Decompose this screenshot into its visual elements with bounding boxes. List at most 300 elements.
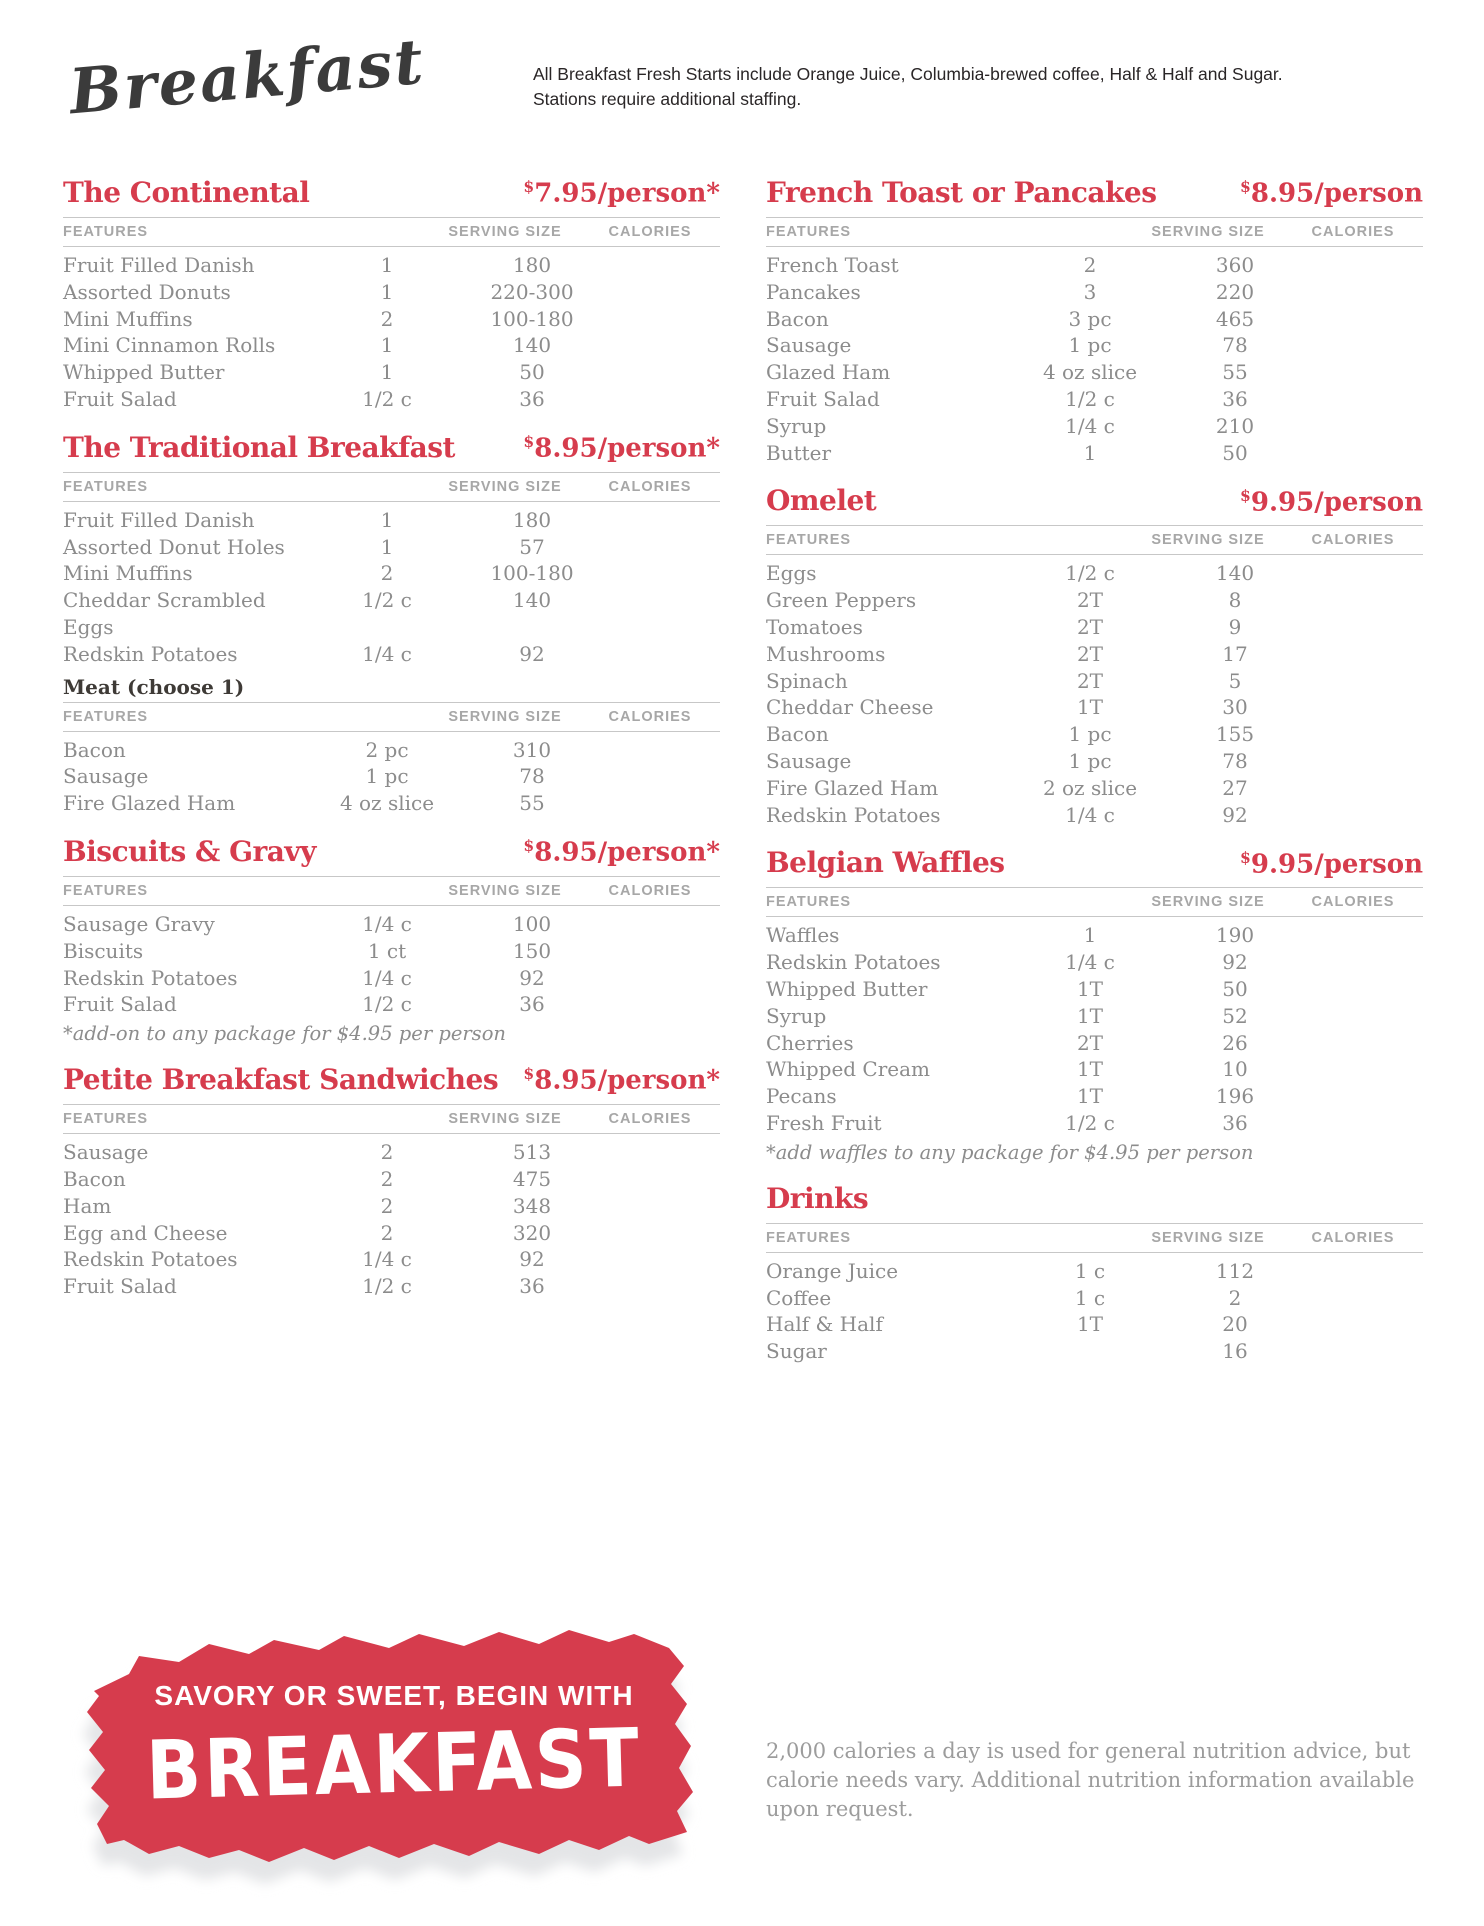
feature-name: Sausage xyxy=(63,1140,149,1165)
table-row xyxy=(766,1030,1423,1057)
serving-size: 2T xyxy=(1076,1030,1104,1055)
table-row xyxy=(766,440,1423,467)
column-header-serving-size: SERVING SIZE xyxy=(448,708,562,725)
serving-size: 1/2 c xyxy=(362,588,412,613)
table-row xyxy=(63,965,720,992)
serving-size: 2 oz slice xyxy=(1042,775,1138,800)
serving-size: 1T xyxy=(1076,1003,1104,1028)
table-row xyxy=(63,1193,720,1220)
column-header-serving-size: SERVING SIZE xyxy=(448,224,562,240)
calories: 190 xyxy=(1215,923,1255,948)
calories: 55 xyxy=(519,791,545,816)
serving-size: 1/4 c xyxy=(362,965,412,990)
column-header-calories: CALORIES xyxy=(1311,894,1395,911)
table-row xyxy=(766,587,1423,614)
price-dollar-sign: $ xyxy=(523,432,535,452)
table-row xyxy=(766,1056,1423,1083)
calories: 50 xyxy=(519,360,545,385)
serving-size: 1 xyxy=(1083,923,1097,948)
table-header-row xyxy=(766,887,1423,917)
calories: 475 xyxy=(512,1166,552,1191)
table-header-row xyxy=(766,525,1423,555)
serving-size: 1 xyxy=(380,333,394,358)
calories: 36 xyxy=(519,1274,545,1299)
table-row xyxy=(63,641,720,668)
banner-tagline: SAVORY OR SWEET, BEGIN WITH xyxy=(154,1679,634,1711)
serving-size: 1 xyxy=(380,253,394,277)
right-column xyxy=(766,176,1423,1926)
table-row xyxy=(63,560,720,587)
calories: 78 xyxy=(519,764,545,789)
nutrition-disclaimer: 2,000 calories a day is used for general nutrition advice, but calorie needs vary. Additional nutrition information available upon request. xyxy=(766,1738,1415,1821)
calories: 78 xyxy=(1222,748,1248,773)
table-row xyxy=(766,359,1423,386)
menu-section xyxy=(766,176,1423,466)
serving-size: 1/4 c xyxy=(362,911,412,936)
column-header-serving-size: SERVING SIZE xyxy=(448,478,562,495)
feature-name: Coffee xyxy=(766,1285,832,1310)
table-row xyxy=(766,976,1423,1003)
table-row xyxy=(766,1083,1423,1110)
serving-size: 1/2 c xyxy=(1065,1110,1115,1135)
calories: 220-300 xyxy=(490,279,574,304)
menu-section xyxy=(63,835,720,1045)
feature-name: Fire Glazed Ham xyxy=(766,775,939,800)
serving-size: 1/4 c xyxy=(1065,950,1115,975)
table-header-row xyxy=(63,1104,720,1134)
table-row xyxy=(766,802,1423,829)
calories: 92 xyxy=(519,1247,545,1272)
table-row xyxy=(63,790,720,817)
feature-name: Sausage xyxy=(766,748,852,773)
serving-size: 3 pc xyxy=(1068,306,1112,331)
feature-name: Cheddar Cheese xyxy=(766,695,934,720)
table-row xyxy=(63,1273,720,1300)
column-header-features: FEATURES xyxy=(766,224,852,240)
feature-name: Fire Glazed Ham xyxy=(63,791,236,816)
calories: 100-180 xyxy=(490,306,574,331)
section-title: Biscuits & Gravy xyxy=(63,834,316,868)
left-column-sections xyxy=(63,176,720,1300)
table-row xyxy=(63,587,720,641)
serving-size: 1/4 c xyxy=(362,641,412,666)
feature-name: Fruit Salad xyxy=(63,1274,177,1299)
section-price: $9.95/person xyxy=(1240,485,1423,518)
column-header-serving-size: SERVING SIZE xyxy=(1151,1229,1265,1246)
serving-size: 1/4 c xyxy=(362,1247,412,1272)
table-row xyxy=(63,386,720,413)
feature-name: Sugar xyxy=(766,1339,827,1364)
calories: 27 xyxy=(1222,775,1248,800)
table-rows xyxy=(63,252,720,413)
serving-size: 2 xyxy=(380,1193,394,1218)
column-header-calories: CALORIES xyxy=(608,708,692,725)
serving-size xyxy=(1015,1338,1165,1365)
section-title: Drinks xyxy=(766,1181,869,1215)
feature-name: Orange Juice xyxy=(766,1258,899,1283)
menu-section xyxy=(63,176,720,413)
calories: 9 xyxy=(1228,614,1242,639)
feature-name: Mini Muffins xyxy=(63,306,193,331)
table-row xyxy=(63,1220,720,1247)
column-header-calories: CALORIES xyxy=(608,478,692,495)
column-header-calories: CALORIES xyxy=(1311,532,1395,549)
calories: 140 xyxy=(512,333,552,358)
calories: 16 xyxy=(1222,1339,1248,1364)
serving-size: 2 xyxy=(380,306,394,331)
serving-size: 2 xyxy=(380,561,394,586)
menu-section xyxy=(63,1063,720,1300)
section-subheading: Meat (choose 1) xyxy=(63,674,245,699)
serving-size: 2T xyxy=(1076,588,1104,613)
menu-section xyxy=(63,431,720,817)
page-header xyxy=(63,24,1420,162)
table-row xyxy=(766,1258,1423,1285)
serving-size: 2T xyxy=(1076,641,1104,666)
feature-name: Fruit Filled Danish xyxy=(63,507,255,532)
table-row xyxy=(63,991,720,1018)
column-header-serving-size: SERVING SIZE xyxy=(1151,532,1265,549)
column-header-calories: CALORIES xyxy=(608,224,692,240)
table-row xyxy=(766,641,1423,668)
table-header-row xyxy=(63,472,720,502)
column-header-features: FEATURES xyxy=(63,224,149,240)
price-dollar-sign: $ xyxy=(1240,177,1251,197)
calories: 140 xyxy=(512,588,552,613)
section-header-row xyxy=(63,431,720,464)
intro-line-2: Stations require additional staffing. xyxy=(533,89,802,109)
calories: 52 xyxy=(1222,1003,1248,1028)
section-title: Petite Breakfast Sandwiches xyxy=(63,1063,499,1097)
serving-size: 1/2 c xyxy=(362,992,412,1017)
table-row xyxy=(766,614,1423,641)
calories: 150 xyxy=(512,938,552,963)
table-row xyxy=(63,306,720,333)
feature-name: Fruit Salad xyxy=(63,386,177,411)
serving-size: 1/2 c xyxy=(1065,561,1115,586)
calories: 360 xyxy=(1215,253,1255,277)
table-row xyxy=(766,252,1423,279)
feature-name: Mini Muffins xyxy=(63,561,193,586)
calories: 180 xyxy=(512,253,552,277)
column-header-features: FEATURES xyxy=(63,882,149,899)
calories: 55 xyxy=(1222,360,1248,385)
calories: 112 xyxy=(1215,1258,1255,1283)
calories: 180 xyxy=(512,507,552,532)
calories: 50 xyxy=(1222,440,1248,465)
calories: 155 xyxy=(1215,722,1255,747)
left-column xyxy=(63,176,720,1926)
calories: 36 xyxy=(1222,386,1248,411)
feature-name: Sausage Gravy xyxy=(63,911,215,936)
section-title: Belgian Waffles xyxy=(766,846,1005,880)
feature-name: Bacon xyxy=(766,722,829,747)
table-header-row xyxy=(63,876,720,906)
serving-size: 2 xyxy=(380,1220,394,1245)
section-title: The Continental xyxy=(63,176,310,209)
table-row xyxy=(63,737,720,764)
serving-size: 1 pc xyxy=(1068,333,1112,358)
calories: 78 xyxy=(1222,333,1248,358)
menu-section xyxy=(766,846,1423,1163)
feature-name: Syrup xyxy=(766,1003,827,1028)
price-dollar-sign: $ xyxy=(523,177,535,197)
calories: 310 xyxy=(512,737,552,762)
calories: 320 xyxy=(512,1220,552,1245)
serving-size: 1 c xyxy=(1074,1258,1106,1283)
menu-section xyxy=(766,1182,1423,1365)
column-header-calories: CALORIES xyxy=(608,1111,692,1128)
serving-size: 1 xyxy=(1083,440,1097,465)
table-row xyxy=(63,1166,720,1193)
breakfast-script-logo: Breakfast xyxy=(66,24,428,129)
table-row xyxy=(63,1246,720,1273)
calories: 20 xyxy=(1222,1312,1248,1337)
table-row xyxy=(766,668,1423,695)
table-row xyxy=(766,748,1423,775)
price-dollar-sign: $ xyxy=(523,836,535,856)
table-row xyxy=(766,694,1423,721)
calories: 92 xyxy=(1222,950,1248,975)
serving-size: 1 xyxy=(380,360,394,385)
table-row xyxy=(766,1338,1423,1365)
feature-name: Ham xyxy=(63,1193,112,1218)
feature-name: Fruit Salad xyxy=(766,386,880,411)
table-header-row xyxy=(63,702,720,732)
serving-size: 4 oz slice xyxy=(339,791,435,816)
serving-size: 1 c xyxy=(1074,1285,1106,1310)
calories: 220 xyxy=(1215,279,1255,304)
feature-name: French Toast xyxy=(766,253,899,277)
section-title: French Toast or Pancakes xyxy=(766,176,1157,209)
table-row xyxy=(63,1139,720,1166)
right-column-sections xyxy=(766,176,1423,1365)
breakfast-banner xyxy=(69,1596,719,1926)
table-row xyxy=(766,332,1423,359)
section-header-row xyxy=(63,1063,720,1096)
feature-name: Assorted Donut Holes xyxy=(63,534,285,559)
serving-size: 2T xyxy=(1076,668,1104,693)
calories: 140 xyxy=(1215,561,1255,586)
feature-name: Bacon xyxy=(63,1166,126,1191)
serving-size: 2 xyxy=(380,1166,394,1191)
column-header-serving-size: SERVING SIZE xyxy=(448,882,562,899)
calories: 465 xyxy=(1215,306,1255,331)
calories: 26 xyxy=(1222,1030,1248,1055)
section-price: $8.95/person* xyxy=(523,1064,720,1097)
serving-size: 1 ct xyxy=(367,938,407,963)
column-header-features: FEATURES xyxy=(766,1229,852,1246)
section-price: $7.95/person* xyxy=(523,177,720,209)
feature-name: Green Peppers xyxy=(766,588,917,613)
table-row xyxy=(766,1110,1423,1137)
table-header-row xyxy=(766,1223,1423,1253)
serving-size: 1/2 c xyxy=(1065,386,1115,411)
serving-size: 2T xyxy=(1076,614,1104,639)
table-row xyxy=(63,252,720,279)
banner-text xyxy=(69,1596,719,1926)
calories: 57 xyxy=(519,534,545,559)
price-dollar-sign: $ xyxy=(1240,847,1251,867)
serving-size: 1 pc xyxy=(1068,748,1112,773)
serving-size: 1 pc xyxy=(1068,722,1112,747)
serving-size: 1/2 c xyxy=(362,386,412,411)
serving-size: 2 pc xyxy=(365,737,409,762)
table-rows xyxy=(766,922,1423,1136)
calories: 8 xyxy=(1228,588,1242,613)
table-row xyxy=(766,1003,1423,1030)
feature-name: Assorted Donuts xyxy=(63,279,231,304)
table-rows xyxy=(63,911,720,1018)
feature-name: Fruit Filled Danish xyxy=(63,253,255,277)
column-header-features: FEATURES xyxy=(766,532,852,549)
feature-name: Redskin Potatoes xyxy=(766,802,941,827)
column-header-calories: CALORIES xyxy=(1311,224,1395,240)
section-header-row xyxy=(63,176,720,209)
serving-size: 1/4 c xyxy=(1065,802,1115,827)
column-header-features: FEATURES xyxy=(63,708,149,725)
serving-size: 1T xyxy=(1076,976,1104,1001)
column-header-serving-size: SERVING SIZE xyxy=(1151,224,1265,240)
feature-name: Syrup xyxy=(766,413,827,438)
serving-size: 1T xyxy=(1076,1057,1104,1082)
calories: 100 xyxy=(512,911,552,936)
feature-name: Pancakes xyxy=(766,279,861,304)
table-row xyxy=(766,413,1423,440)
feature-name: Redskin Potatoes xyxy=(63,1247,238,1272)
feature-name: Bacon xyxy=(63,737,126,762)
feature-name: Pecans xyxy=(766,1084,837,1109)
serving-size: 1 xyxy=(380,534,394,559)
column-header-features: FEATURES xyxy=(63,478,149,495)
feature-name: Tomatoes xyxy=(766,614,863,639)
table-row xyxy=(766,949,1423,976)
feature-name: Redskin Potatoes xyxy=(63,641,238,666)
section-price: $8.95/person xyxy=(1240,177,1423,209)
banner-title: BREAKFAST xyxy=(145,1710,643,1818)
serving-size: 1T xyxy=(1076,695,1104,720)
table-rows xyxy=(766,560,1423,828)
serving-size: 1 xyxy=(380,507,394,532)
table-row xyxy=(766,922,1423,949)
table-header-row xyxy=(63,217,720,247)
feature-name: Waffles xyxy=(766,923,840,948)
table-header-row xyxy=(766,217,1423,247)
feature-name: Whipped Cream xyxy=(766,1057,931,1082)
table-rows xyxy=(63,737,720,817)
feature-name: Mini Cinnamon Rolls xyxy=(63,333,276,358)
calories: 196 xyxy=(1215,1084,1255,1109)
feature-name: Mushrooms xyxy=(766,641,886,666)
feature-name: Sausage xyxy=(766,333,852,358)
calories: 10 xyxy=(1222,1057,1248,1082)
section-header-row xyxy=(766,846,1423,879)
serving-size: 1/2 c xyxy=(362,1274,412,1299)
calories: 17 xyxy=(1222,641,1248,666)
feature-name: Half & Half xyxy=(766,1312,883,1337)
table-row xyxy=(63,911,720,938)
table-row xyxy=(63,359,720,386)
section-footnote: *add waffles to any package for $4.95 per person xyxy=(766,1140,1254,1164)
calories: 100-180 xyxy=(490,561,574,586)
column-header-calories: CALORIES xyxy=(608,882,692,899)
feature-name: Biscuits xyxy=(63,938,144,963)
section-title: Omelet xyxy=(766,484,877,518)
feature-name: Glazed Ham xyxy=(766,360,891,385)
table-row xyxy=(766,1311,1423,1338)
serving-size: 2 xyxy=(1083,253,1097,277)
calories: 36 xyxy=(519,386,545,411)
column-header-serving-size: SERVING SIZE xyxy=(448,1111,562,1128)
calories: 210 xyxy=(1215,413,1255,438)
price-dollar-sign: $ xyxy=(523,1064,535,1084)
table-row xyxy=(766,279,1423,306)
calories: 348 xyxy=(512,1193,552,1218)
calories: 513 xyxy=(512,1140,552,1165)
feature-name: Bacon xyxy=(766,306,829,331)
section-price: $8.95/person* xyxy=(523,836,720,868)
calories: 92 xyxy=(519,641,545,666)
column-header-features: FEATURES xyxy=(63,1111,149,1128)
table-rows xyxy=(63,507,720,668)
section-header-row xyxy=(766,1182,1423,1215)
price-dollar-sign: $ xyxy=(1240,485,1251,505)
feature-name: Eggs xyxy=(766,561,817,586)
serving-size: 2 xyxy=(380,1140,394,1165)
feature-name: Cherries xyxy=(766,1030,854,1055)
section-header-row xyxy=(766,176,1423,209)
column-header-calories: CALORIES xyxy=(1311,1229,1395,1246)
serving-size: 1T xyxy=(1076,1312,1104,1337)
calories: 36 xyxy=(1222,1110,1248,1135)
feature-name: Sausage xyxy=(63,764,149,789)
feature-name: Whipped Butter xyxy=(766,976,928,1001)
calories: 92 xyxy=(1222,802,1248,827)
calories: 50 xyxy=(1222,976,1248,1001)
section-header-row xyxy=(63,835,720,868)
table-rows xyxy=(766,1258,1423,1365)
calories: 5 xyxy=(1228,668,1242,693)
feature-name: Fresh Fruit xyxy=(766,1110,882,1135)
table-rows xyxy=(63,1139,720,1300)
calories: 92 xyxy=(519,965,545,990)
table-row xyxy=(766,775,1423,802)
table-row xyxy=(63,938,720,965)
section-price: $8.95/person* xyxy=(523,432,720,464)
table-row xyxy=(63,332,720,359)
column-header-serving-size: SERVING SIZE xyxy=(1151,894,1265,911)
section-title: The Traditional Breakfast xyxy=(63,430,455,464)
menu-columns xyxy=(63,176,1423,1926)
feature-name: Egg and Cheese xyxy=(63,1220,228,1245)
menu-section xyxy=(766,484,1423,828)
feature-name: Cheddar Scrambled Eggs xyxy=(63,588,266,639)
feature-name: Fruit Salad xyxy=(63,992,177,1017)
table-row xyxy=(766,306,1423,333)
section-header-row xyxy=(766,484,1423,517)
feature-name: Redskin Potatoes xyxy=(63,965,238,990)
table-row xyxy=(63,279,720,306)
table-rows xyxy=(766,252,1423,466)
serving-size: 1 xyxy=(380,279,394,304)
serving-size: 4 oz slice xyxy=(1042,360,1138,385)
calories: 2 xyxy=(1228,1285,1242,1310)
column-header-features: FEATURES xyxy=(766,894,852,911)
calories: 36 xyxy=(519,992,545,1017)
feature-name: Redskin Potatoes xyxy=(766,950,941,975)
table-row xyxy=(63,507,720,534)
section-price: $9.95/person xyxy=(1240,847,1423,880)
